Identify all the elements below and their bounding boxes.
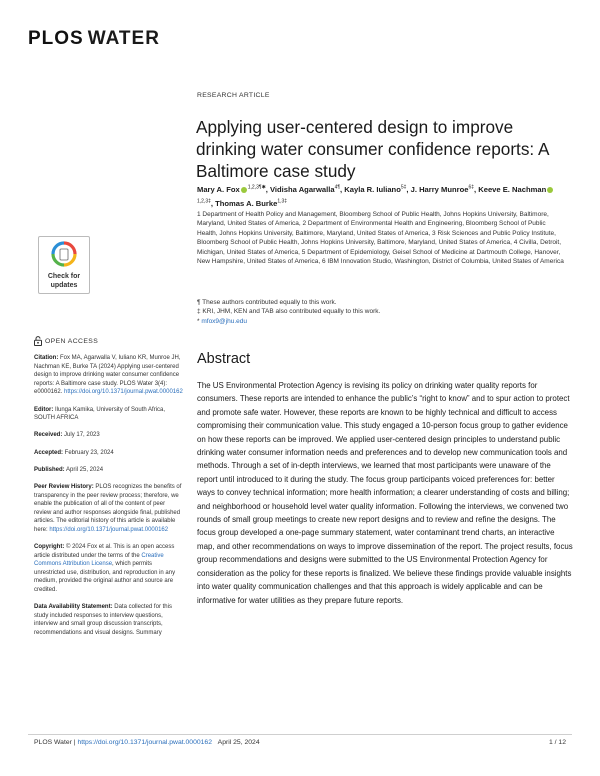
author-affiliation-marks: 4¶: [334, 184, 341, 190]
data-availability-text: Data collected for this study included responses to interview questions, interview and small group discussion transcripts, recommendations and visual designs. Summary: [34, 604, 172, 636]
author-separator: ,: [210, 199, 216, 209]
footer-doi-link[interactable]: https://doi.org/10.1371/journal.pwat.0000162: [77, 739, 212, 746]
author-separator: ,: [406, 184, 411, 194]
email-link[interactable]: mfox9@jhu.edu: [201, 317, 247, 325]
author-name: Keeve E. Nachman: [478, 184, 547, 194]
note-equal: ¶ These authors contributed equally to this work.: [197, 299, 337, 306]
orcid-icon[interactable]: [547, 187, 553, 193]
published-text: April 25, 2024: [64, 466, 104, 473]
author-affiliation-marks: 1,3‡: [277, 198, 288, 205]
abstract-text: The US Environmental Protection Agency is revising its policy on drinking water quality reports for consumers. These reports are intended to enhance the public’s “right to know” and to spur action to protect and promote safe water. However, these reports are known to be highly technical and difficult to access compromising their communication value. This study engaged a 10-person focus group to gather evidence on how these reports can be improved. We applied user-centered design principles to understand public drinking water consumer information needs and preferences and to develop new communication tools and methods. Through a set of in-depth interviews, we learned that most participants were unaware of the report until introduced to it during the study. The focus group participants voiced preferences for: better ways to convey technical information; more health information; a clearer understanding of costs and billing; and neighborhood or household level water quality information. Following the interviews, we convened two rounds of small group meetings to create new report designs and to review and refine the designs. The focus group developed a one-page summary statement, water contaminant trend charts, an interactive map, and other recommendations on ways to improve dissemination of the report. The project results, focus group recommendations and designs were submitted to the US Environmental Protection Agency for consideration as the policy for these reports is finalized. We believe these findings provide valuable insights into water quality communication challenges and that this approach is widely applicable and can be informative for water utilities as they prepare future reports.: [197, 381, 573, 605]
accepted-text: February 23, 2024: [63, 449, 114, 456]
author-notes: [197, 298, 565, 326]
journal-name-water: WATER: [87, 28, 160, 49]
author-affiliation-marks: 5‡: [400, 184, 407, 190]
data-availability: [34, 603, 184, 637]
note-email-line: [197, 317, 565, 326]
author-name: Thomas A. Burke: [215, 199, 278, 209]
open-lock-icon: [34, 336, 42, 346]
author: [344, 185, 410, 194]
copyright-text-end: , which permits unrestricted use, distribution, and reproduction in any medium, provided the original author and source are credited.: [34, 561, 176, 594]
author-separator: ,: [340, 184, 345, 194]
note-also: ‡ KRI, JHM, KEN and TAB also contributed equally to this work.: [197, 308, 381, 316]
journal-name-plos: PLOS: [28, 28, 84, 49]
author-separator: ,: [474, 184, 479, 194]
author-affiliation-marks: 6‡: [468, 184, 475, 190]
accepted-label: Accepted:: [34, 449, 64, 456]
data-availability-label: Data Availability Statement:: [34, 604, 113, 611]
citation-doi-link[interactable]: https://doi.org/10.1371/journal.pwat.0000162: [64, 389, 183, 396]
editor-text: Ilunga Kamika, University of South Africa, SOUTH AFRICA: [34, 406, 166, 422]
author: [270, 185, 344, 194]
received-label: Received:: [34, 432, 63, 439]
orcid-icon[interactable]: [241, 187, 247, 193]
footer-divider: [28, 734, 572, 735]
author: [411, 185, 479, 194]
received: [34, 431, 184, 440]
article-type: RESEARCH ARTICLE: [197, 92, 270, 99]
peer-review-label: Peer Review History:: [34, 483, 94, 490]
author-name: Kayla R. Iuliano: [344, 184, 401, 194]
author-affiliation-marks: 1,2,3¶✱: [247, 184, 266, 190]
author: [215, 199, 287, 208]
check-for-updates-badge[interactable]: [38, 236, 90, 294]
peer-review-link[interactable]: https://doi.org/10.1371/journal.pwat.0000162: [49, 526, 169, 533]
citation-text: Fox MA, Agarwalla V, Iuliano KR, Munroe JH, Nachman KE, Burke TA (2024) Applying user-centered design to improve drinking water consumer confidence reports: A Baltimore case study. PLOS Water 3(4): e0000162.: [34, 355, 181, 396]
license-link[interactable]: Creative Commons Attribution License: [34, 552, 164, 568]
citation: [34, 354, 184, 397]
author: [197, 185, 270, 194]
author-list: [197, 181, 567, 210]
accepted: [34, 449, 184, 458]
badge-line1: Check for: [47, 273, 81, 280]
page-footer: [34, 739, 260, 746]
editor-label: Editor:: [34, 406, 54, 413]
peer-review-text: PLOS recognizes the benefits of transparency in the peer review process; therefore, we enable the publication of all of the content of peer review and author responses alongside final, published articles. The editorial history of this article is available here:: [34, 483, 182, 533]
affiliations: 1 Department of Health Policy and Management, Bloomberg School of Public Health, Johns Hopkins University, Baltimore, Maryland, United States of America, 2 Department of Environmental Health and Engineering, Bloomberg School of Public Health, Johns Hopkins University, Baltimore, Maryland, United States of America, 3 Risk Sciences and Public Policy Institute, Bloomberg School of Public Health, Johns Hopkins University, Baltimore, Maryland, United States of America, 4 Civilla, Detroit, Michigan, United States of America, 5 Department of Epidemiology, Geisel School of Medicine at Dartmouth College, Hanover, New Hampshire, United States of America, 6 IBM Innovation Studio, Washington, District of Columbia, United States of America: [197, 211, 564, 266]
copyright-label: Copyright:: [34, 544, 65, 551]
author-separator: ,: [265, 184, 270, 194]
check-updates-icon: [51, 241, 77, 267]
page-number: 1 / 12: [548, 739, 566, 746]
copyright: [34, 543, 184, 595]
copyright-text: © 2024 Fox et al. This is an open access article distributed under the terms of the: [34, 544, 175, 559]
received-text: July 17, 2023: [62, 432, 100, 439]
footer-date: April 25, 2024: [217, 739, 260, 746]
journal-logo: [28, 28, 160, 50]
author-name: Mary A. Fox: [197, 184, 240, 194]
badge-line2: updates: [50, 282, 78, 289]
open-access-text: OPEN ACCESS: [45, 337, 99, 345]
footer-separator: |: [71, 739, 78, 746]
article-info-sidebar: [34, 354, 184, 646]
peer-review-history: [34, 483, 184, 535]
editor: [34, 406, 184, 423]
note-email-prefix: *: [197, 317, 202, 325]
author-affiliation-marks: 1,2,3‡: [197, 198, 211, 205]
article-title: Applying user-centered design to improve drinking water consumer confidence reports: A Baltimore case study: [196, 116, 549, 181]
published: [34, 466, 184, 475]
citation-label: Citation:: [34, 355, 59, 361]
abstract-heading: Abstract: [197, 351, 251, 367]
footer-journal: PLOS Water: [34, 739, 72, 746]
author-name: J. Harry Munroe: [410, 184, 469, 194]
open-access-label: [34, 336, 98, 346]
author-name: Vidisha Agarwalla: [270, 184, 335, 194]
published-label: Published:: [34, 466, 65, 473]
